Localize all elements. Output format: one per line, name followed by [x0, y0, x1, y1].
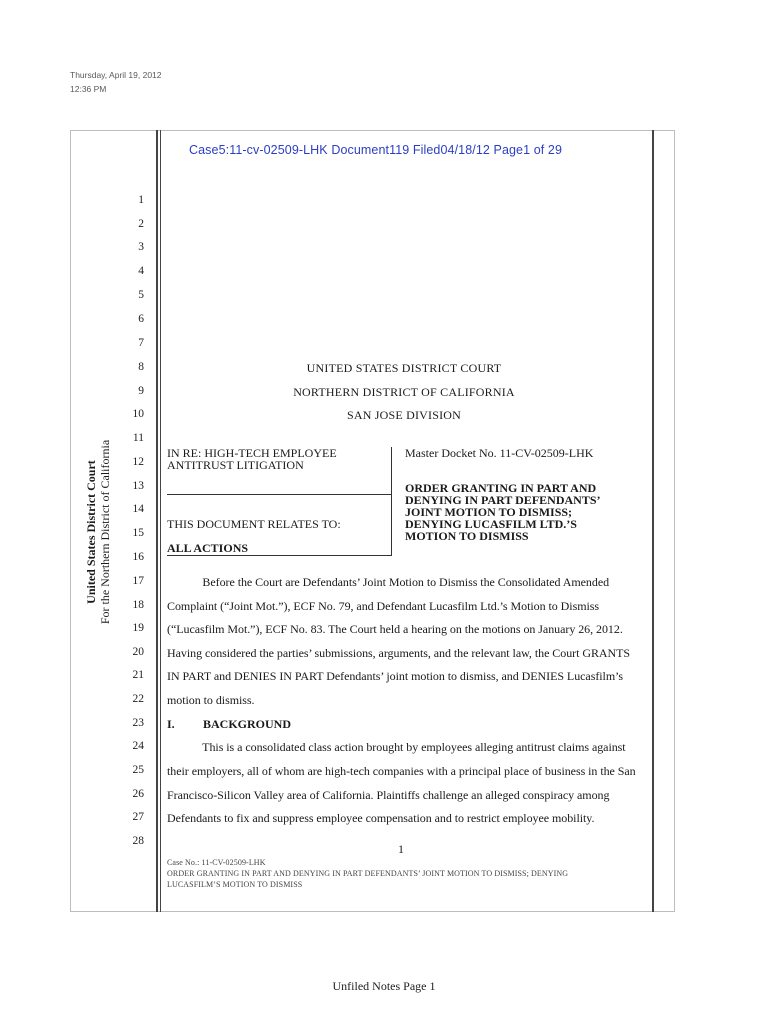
court-division: SAN JOSE DIVISION — [346, 408, 462, 422]
side-label-court: United States District Court — [84, 460, 98, 604]
body-line-22: motion to dismiss. — [167, 693, 255, 707]
line-number-10: 10 — [132, 408, 144, 420]
body-line-21: IN PART and DENIES IN PART Defendants’ joint motion to dismiss, and DENIES Lucasfilm’s — [167, 669, 624, 683]
line-number-18: 18 — [132, 599, 144, 611]
section-number: I. — [167, 717, 175, 731]
note-metadata — [70, 68, 162, 96]
notes-page-label: Unfiled Notes Page 1 — [332, 979, 436, 993]
line-number-1: 1 — [138, 194, 144, 206]
footer-title-line-1: ORDER GRANTING IN PART AND DENYING IN PART DEFENDANTS’ JOINT MOTION TO DISMISS; DENYING — [167, 869, 569, 878]
footer-case-no: Case No.: 11-CV-02509-LHK — [167, 858, 266, 867]
order-title-line-4: DENYING LUCASFILM LTD.’S — [405, 517, 577, 531]
line-number-12: 12 — [132, 456, 144, 468]
line-number-27: 27 — [132, 811, 144, 823]
line-number-9: 9 — [138, 385, 144, 397]
document-footer — [167, 857, 568, 890]
line-number-6: 6 — [138, 313, 144, 325]
line-number-28: 28 — [132, 835, 144, 847]
line-number-11: 11 — [132, 432, 144, 444]
side-label-district: For the Northern District of California — [98, 439, 112, 625]
line-number-26: 26 — [132, 788, 144, 800]
line-number-23: 23 — [132, 717, 144, 729]
order-title-line-1: ORDER GRANTING IN PART AND — [405, 481, 597, 495]
line-number-24: 24 — [132, 740, 144, 752]
line-number-14: 14 — [132, 503, 144, 515]
page-number: 1 — [398, 842, 404, 856]
line-number-4: 4 — [138, 265, 144, 277]
order-title-line-3: JOINT MOTION TO DISMISS; — [405, 505, 573, 519]
line-number-2: 2 — [138, 218, 144, 230]
court-district: NORTHERN DISTRICT OF CALIFORNIA — [293, 385, 515, 399]
order-title-line-5: MOTION TO DISMISS — [405, 529, 529, 543]
body-line-26: Francisco-Silicon Valley area of California. Plaintiffs challenge an alleged conspiracy among — [167, 788, 610, 802]
line-number-13: 13 — [132, 480, 144, 492]
note-time: 12:36 PM — [70, 84, 107, 94]
line-number-21: 21 — [132, 669, 144, 681]
body-line-27: Defendants to fix and suppress employee compensation and to restrict employee mobility. — [167, 811, 595, 825]
line-number-8: 8 — [138, 361, 144, 373]
left-margin-rule-inner — [160, 130, 162, 912]
line-number-7: 7 — [138, 337, 144, 349]
caption-divider-top — [167, 494, 391, 495]
body-line-20: Having considered the parties’ submissions, arguments, and the relevant law, the Court GRANTS — [167, 646, 631, 660]
line-number-25: 25 — [132, 764, 144, 776]
right-margin-rule — [652, 130, 654, 912]
body-line-24: This is a consolidated class action brought by employees alleging antitrust claims against — [167, 740, 626, 754]
master-docket: Master Docket No. 11-CV-02509-LHK — [405, 446, 594, 460]
footer-title-line-2: LUCASFILM’S MOTION TO DISMISS — [167, 880, 303, 889]
line-number-19: 19 — [132, 622, 144, 634]
caption-divider-bottom — [167, 555, 391, 556]
body-line-19: (“Lucasfilm Mot.”), ECF No. 83. The Court held a hearing on the motions on January 26, 2012. — [167, 622, 623, 636]
case-title-line-2: ANTITRUST LITIGATION — [167, 458, 304, 472]
line-number-3: 3 — [138, 241, 144, 253]
ecf-header-stamp: Case5:11-cv-02509-LHK Document119 Filed04/18/12 Page1 of 29 — [189, 143, 563, 157]
line-number-22: 22 — [132, 693, 144, 705]
body-line-18: Complaint (“Joint Mot.”), ECF No. 79, and Defendant Lucasfilm Ltd.’s Motion to Dismiss — [167, 599, 599, 613]
line-number-15: 15 — [132, 527, 144, 539]
left-margin-rule — [156, 130, 158, 912]
line-number-20: 20 — [132, 646, 144, 658]
court-name: UNITED STATES DISTRICT COURT — [306, 361, 502, 375]
order-title-line-2: DENYING IN PART DEFENDANTS’ — [405, 493, 601, 507]
body-line-25: their employers, all of whom are high-tech companies with a principal place of business in the San — [167, 764, 636, 778]
line-number-16: 16 — [132, 551, 144, 563]
section-title: BACKGROUND — [203, 717, 292, 731]
note-date: Thursday, April 19, 2012 — [70, 70, 162, 80]
case-title-line-1: IN RE: HIGH-TECH EMPLOYEE — [167, 446, 337, 460]
body-line-17: Before the Court are Defendants’ Joint Motion to Dismiss the Consolidated Amended — [167, 575, 610, 589]
all-actions-label: ALL ACTIONS — [167, 541, 249, 555]
relates-to-label: THIS DOCUMENT RELATES TO: — [167, 517, 341, 531]
line-number-5: 5 — [138, 289, 144, 301]
caption-vertical-divider — [391, 447, 392, 556]
line-number-17: 17 — [132, 575, 144, 587]
